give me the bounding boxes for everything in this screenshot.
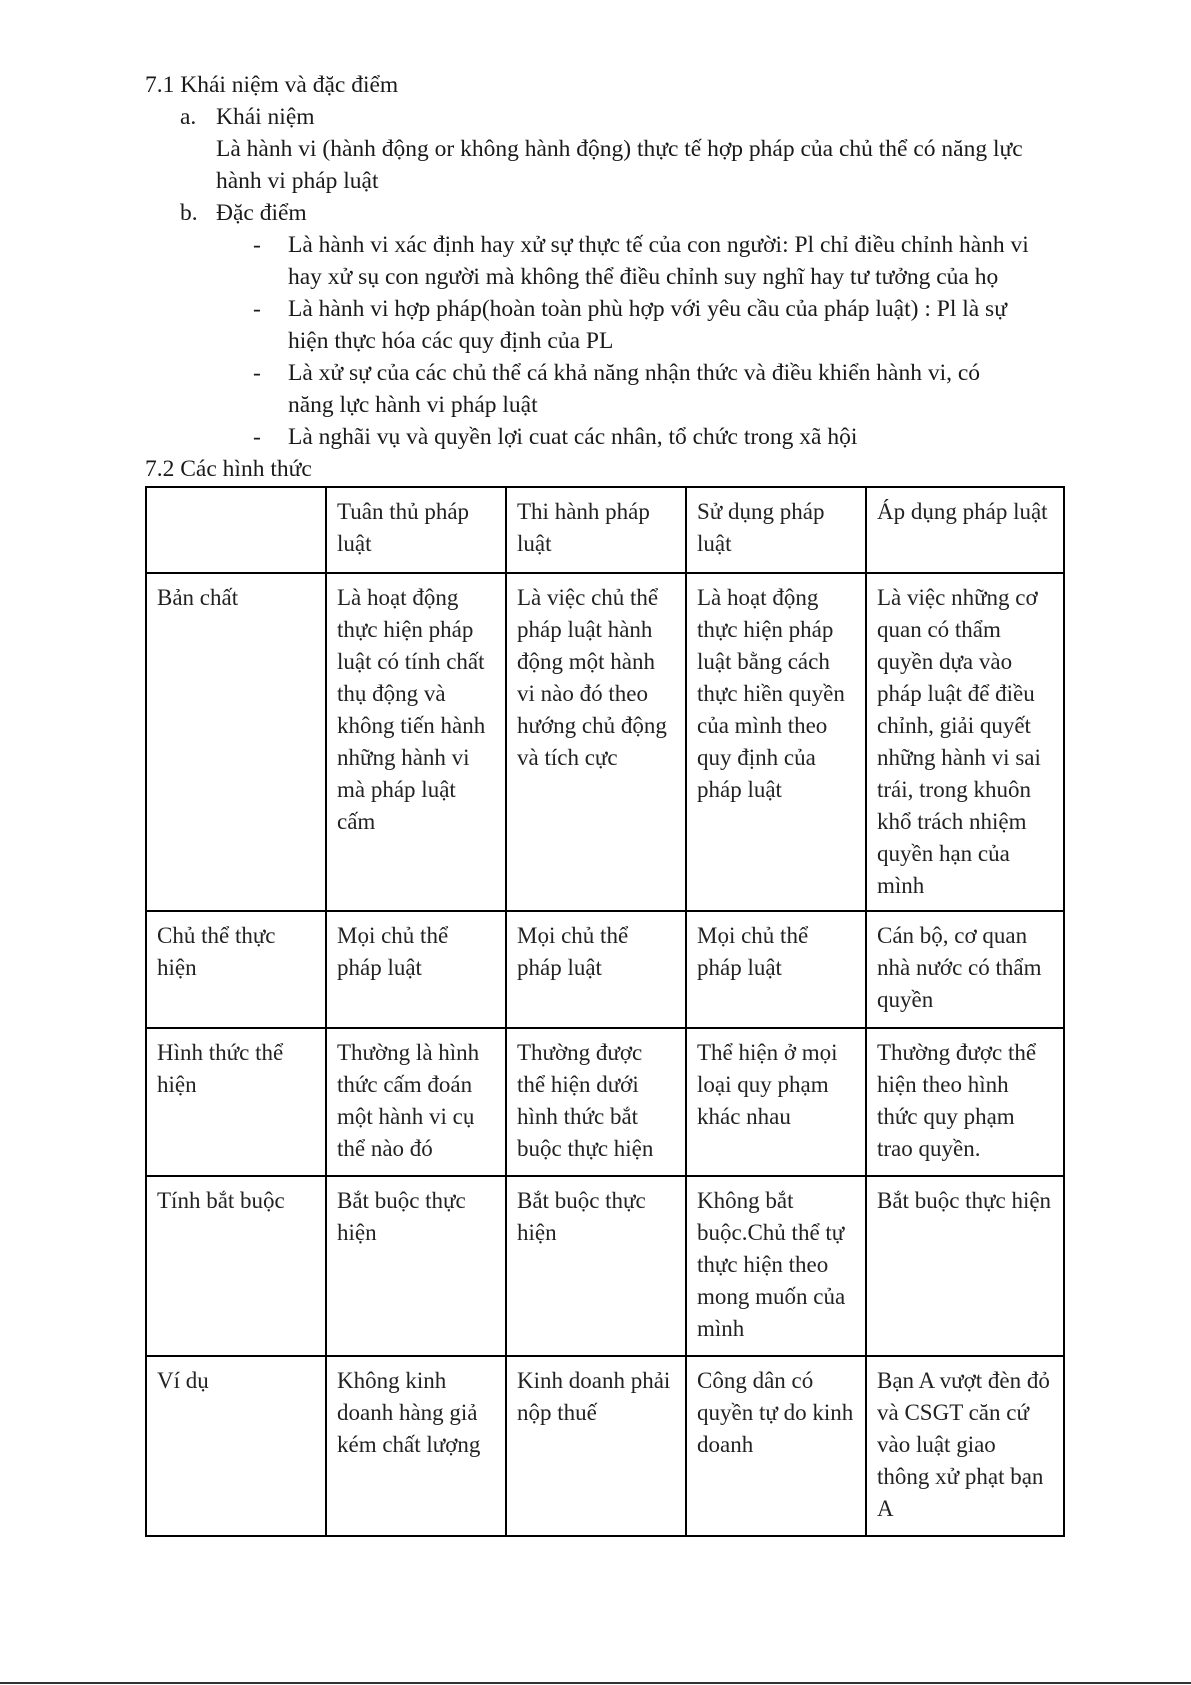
table-cell: Là hoạt động thực hiện pháp luật bằng cách thực hiền quyền của mình theo quy định của pháp luật — [686, 573, 866, 911]
table-cell: Là việc những cơ quan có thẩm quyền dựa vào pháp luật để điều chỉnh, giải quyết những hành vi sai trái, trong khuôn khổ trách nhiệm quyền hạn của mình — [866, 573, 1064, 911]
table-header-cell: Thi hành pháp luật — [506, 487, 686, 573]
table-cell: Mọi chủ thể pháp luật — [686, 911, 866, 1028]
row-label: Bản chất — [146, 573, 326, 911]
characteristic-2-line-2: hiện thực hóa các quy định của PL — [288, 328, 614, 354]
table-cell: Bắt buộc thực hiện — [326, 1176, 506, 1356]
table-cell: Mọi chủ thể pháp luật — [506, 911, 686, 1028]
row-label: Tính bắt buộc — [146, 1176, 326, 1356]
bullet-dash: - — [253, 296, 261, 322]
characteristic-2-line-1: Là hành vi hợp pháp(hoàn toàn phù hợp với yêu cầu của pháp luật) : Pl là sự — [288, 296, 1007, 322]
row-label: Chủ thể thực hiện — [146, 911, 326, 1028]
table-row — [146, 911, 1064, 1028]
table-header-cell — [146, 487, 326, 573]
table-cell: Thể hiện ở mọi loại quy phạm khác nhau — [686, 1028, 866, 1176]
section-heading-7-1: 7.1 Khái niệm và đặc điểm — [145, 72, 399, 98]
page-bottom-rule — [0, 1682, 1191, 1684]
bullet-dash: - — [253, 424, 261, 450]
table-header-cell: Áp dụng pháp luật — [866, 487, 1064, 573]
table-cell: Là việc chủ thể pháp luật hành động một hành vi nào đó theo hướng chủ động và tích cực — [506, 573, 686, 911]
characteristic-3-line-2: năng lực hành vi pháp luật — [288, 392, 538, 418]
table-cell: Không kinh doanh hàng giả kém chất lượng — [326, 1356, 506, 1536]
table-header-cell: Tuân thủ pháp luật — [326, 487, 506, 573]
list-marker-b: b. — [180, 200, 198, 226]
table-cell: Thường được thể hiện theo hình thức quy phạm trao quyền. — [866, 1028, 1064, 1176]
table-row — [146, 1028, 1064, 1176]
bullet-dash: - — [253, 232, 261, 258]
row-label: Ví dụ — [146, 1356, 326, 1536]
characteristic-3-line-1: Là xử sự của các chủ thể cá khả năng nhận thức và điều khiển hành vi, có — [288, 360, 981, 386]
subheading-dac-diem: Đặc điểm — [216, 200, 307, 226]
table-cell: Thường được thể hiện dưới hình thức bắt buộc thực hiện — [506, 1028, 686, 1176]
table-header-cell: Sử dụng pháp luật — [686, 487, 866, 573]
definition-line-2: hành vi pháp luật — [216, 168, 379, 194]
table-row — [146, 1356, 1064, 1536]
definition-line-1: Là hành vi (hành động or không hành động) thực tế hợp pháp của chủ thể có năng lực — [216, 136, 1023, 162]
section-heading-7-2: 7.2 Các hình thức — [145, 456, 312, 482]
bullet-dash: - — [253, 360, 261, 386]
table-cell: Thường là hình thức cấm đoán một hành vi cụ thể nào đó — [326, 1028, 506, 1176]
table-header-row — [146, 487, 1064, 573]
table-cell: Không bắt buộc.Chủ thể tự thực hiện theo mong muốn của mình — [686, 1176, 866, 1356]
list-marker-a: a. — [180, 104, 197, 130]
table-cell: Công dân có quyền tự do kinh doanh — [686, 1356, 866, 1536]
characteristic-4-line-1: Là nghãi vụ và quyền lợi cuat các nhân, tổ chức trong xã hội — [288, 424, 858, 450]
table-row — [146, 573, 1064, 911]
table-row — [146, 1176, 1064, 1356]
table-cell: Cán bộ, cơ quan nhà nước có thẩm quyền — [866, 911, 1064, 1028]
forms-comparison-table — [145, 486, 1065, 1537]
table-cell: Bắt buộc thực hiện — [506, 1176, 686, 1356]
table-cell: Kinh doanh phải nộp thuế — [506, 1356, 686, 1536]
row-label: Hình thức thể hiện — [146, 1028, 326, 1176]
table-cell: Bắt buộc thực hiện — [866, 1176, 1064, 1356]
subheading-khai-niem: Khái niệm — [216, 104, 315, 130]
table-cell: Mọi chủ thể pháp luật — [326, 911, 506, 1028]
table-cell: Là hoạt động thực hiện pháp luật có tính chất thụ động và không tiến hành những hành vi mà pháp luật cấm — [326, 573, 506, 911]
characteristic-1-line-2: hay xử sụ con người mà không thể điều chỉnh suy nghĩ hay tư tưởng của họ — [288, 264, 999, 290]
characteristic-1-line-1: Là hành vi xác định hay xử sự thực tế của con người: Pl chỉ điều chỉnh hành vi — [288, 232, 1029, 258]
table-cell: Bạn A vượt đèn đỏ và CSGT căn cứ vào luật giao thông xử phạt bạn A — [866, 1356, 1064, 1536]
